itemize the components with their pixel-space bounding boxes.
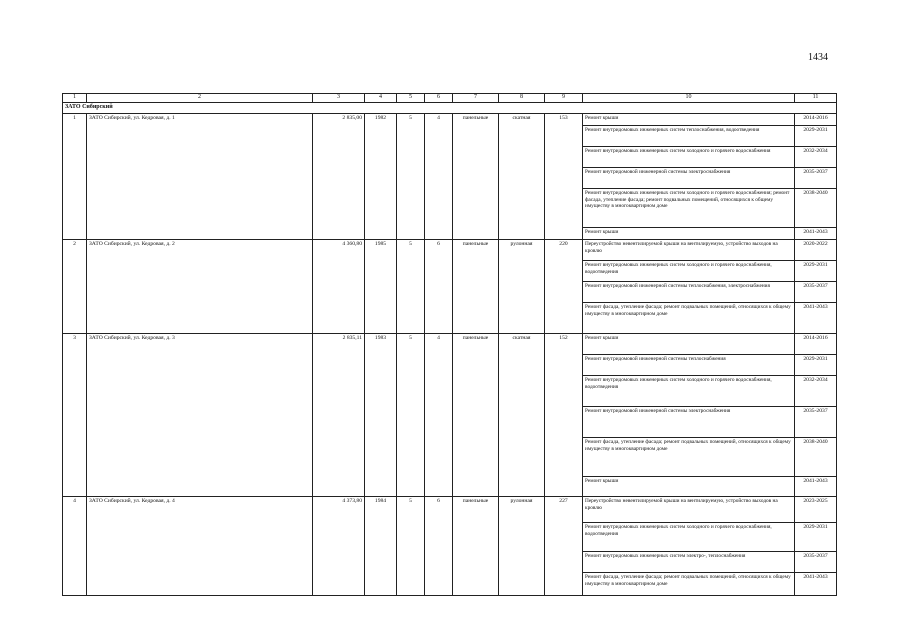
work-period: 2035-2037: [795, 282, 837, 303]
work-period: 2020-2022: [795, 240, 837, 261]
floors-cell: 5: [397, 497, 425, 596]
apartments-cell: 220: [545, 240, 583, 334]
address-cell: ЗАТО Сибирский, ул. Кедровая, д. 3: [87, 334, 313, 497]
work-description: Переустройство невентилируемой крыши на вентилируемую, устройство выходов на кровлю: [583, 240, 795, 261]
work-period: 2023-2025: [795, 497, 837, 523]
work-description: Ремонт фасада, утепление фасада; ремонт подвальных помещений, относящихся к общему имуществу в многоквартирном доме: [583, 573, 795, 596]
row-number: 1: [63, 114, 87, 240]
year-cell: 1983: [365, 334, 397, 497]
work-description: Ремонт внутридомовой инженерной системы электроснабжения: [583, 407, 795, 438]
table-row: [63, 240, 837, 261]
row-number: 2: [63, 240, 87, 334]
roof-type-cell: рулонная: [499, 240, 545, 334]
work-period: 2035-2037: [795, 407, 837, 438]
work-period: 2032-2034: [795, 376, 837, 407]
column-number: 1: [63, 94, 87, 103]
work-description: Ремонт внутридомовой инженерной системы теплоснабжения: [583, 355, 795, 376]
address-cell: ЗАТО Сибирский, ул. Кедровая, д. 4: [87, 497, 313, 596]
year-cell: 1982: [365, 114, 397, 240]
column-number-row: [63, 94, 837, 103]
table-row: [63, 334, 837, 355]
roof-type-cell: рулонная: [499, 497, 545, 596]
entrances-cell: 4: [425, 114, 453, 240]
area-cell: 4 360,80: [313, 240, 365, 334]
region-row: [63, 103, 837, 114]
work-description: Ремонт внутридомовых инженерных систем холодного и горячего водоснабжения: [583, 147, 795, 168]
work-description: Ремонт фасада, утепление фасада; ремонт подвальных помещений, относящихся к общему имуществу в многоквартирном доме: [583, 303, 795, 334]
year-cell: 1984: [365, 497, 397, 596]
work-description: Ремонт внутридомовой инженерной системы теплоснабжения, электроснабжения: [583, 282, 795, 303]
column-number: 5: [397, 94, 425, 103]
apartments-cell: 152: [545, 334, 583, 497]
column-number: 3: [313, 94, 365, 103]
work-description: Ремонт фасада, утепление фасада; ремонт подвальных помещений, относящихся к общему имуществу в многоквартирном доме: [583, 438, 795, 477]
entrances-cell: 6: [425, 240, 453, 334]
entrances-cell: 4: [425, 334, 453, 497]
area-cell: 2 835,00: [313, 114, 365, 240]
floors-cell: 5: [397, 334, 425, 497]
table-row: [63, 497, 837, 523]
work-description: Ремонт внутридомовых инженерных систем теплоснабжения, водоотведения: [583, 126, 795, 147]
work-description: Ремонт внутридомовых инженерных систем электро-, теплоснабжения: [583, 552, 795, 573]
page-number: 1434: [808, 52, 828, 63]
work-period: 2029-2031: [795, 126, 837, 147]
column-number: 11: [795, 94, 837, 103]
region-name: ЗАТО Сибирский: [63, 103, 837, 114]
work-period: 2041-2043: [795, 303, 837, 334]
work-description: Ремонт крыши: [583, 334, 795, 355]
entrances-cell: 6: [425, 497, 453, 596]
work-description: Ремонт внутридомовых инженерных систем холодного и горячего водоснабжения, водоотведения: [583, 261, 795, 282]
work-period: 2041-2043: [795, 477, 837, 497]
wall-material-cell: панельные: [453, 334, 499, 497]
work-period: 2038-2040: [795, 189, 837, 228]
work-period: 2014-2016: [795, 334, 837, 355]
floors-cell: 5: [397, 114, 425, 240]
column-number: 2: [87, 94, 313, 103]
work-description: Переустройство невентилируемой крыши на вентилируемую, устройство выходов на кровлю: [583, 497, 795, 523]
work-description: Ремонт внутридомовых инженерных систем холодного и горячего водоснабжения; ремонт фасада, утепление фасада; ремонт подвальных помещений, относящихся к общему имуществу в многоквартирном доме: [583, 189, 795, 228]
work-description: Ремонт внутридомовых инженерных систем холодного и горячего водоснабжения, водоотведения: [583, 376, 795, 407]
column-number: 7: [453, 94, 499, 103]
wall-material-cell: панельные: [453, 240, 499, 334]
work-period: 2032-2034: [795, 147, 837, 168]
area-cell: 2 835,11: [313, 334, 365, 497]
work-period: 2041-2043: [795, 228, 837, 240]
work-period: 2035-2037: [795, 552, 837, 573]
work-description: Ремонт крыши: [583, 477, 795, 497]
table-row: [63, 114, 837, 126]
work-period: 2041-2043: [795, 573, 837, 596]
work-period: 2029-2031: [795, 523, 837, 552]
roof-type-cell: скатная: [499, 114, 545, 240]
work-period: 2035-2037: [795, 168, 837, 189]
wall-material-cell: панельные: [453, 114, 499, 240]
wall-material-cell: панельные: [453, 497, 499, 596]
column-number: 6: [425, 94, 453, 103]
capital-repair-table: [62, 93, 837, 596]
work-description: Ремонт крыши: [583, 228, 795, 240]
work-period: 2014-2016: [795, 114, 837, 126]
apartments-cell: 153: [545, 114, 583, 240]
roof-type-cell: скатная: [499, 334, 545, 497]
work-description: Ремонт внутридомовых инженерных систем холодного и горячего водоснабжения, водоотведения: [583, 523, 795, 552]
work-period: 2029-2031: [795, 261, 837, 282]
area-cell: 4 373,80: [313, 497, 365, 596]
year-cell: 1985: [365, 240, 397, 334]
column-number: 8: [499, 94, 545, 103]
address-cell: ЗАТО Сибирский, ул. Кедровая, д. 1: [87, 114, 313, 240]
work-description: Ремонт крыши: [583, 114, 795, 126]
apartments-cell: 227: [545, 497, 583, 596]
work-period: 2029-2031: [795, 355, 837, 376]
work-description: Ремонт внутридомовой инженерной системы электроснабжения: [583, 168, 795, 189]
column-number: 10: [583, 94, 795, 103]
address-cell: ЗАТО Сибирский, ул. Кедровая, д. 2: [87, 240, 313, 334]
row-number: 4: [63, 497, 87, 596]
row-number: 3: [63, 334, 87, 497]
column-number: 4: [365, 94, 397, 103]
floors-cell: 5: [397, 240, 425, 334]
work-period: 2038-2040: [795, 438, 837, 477]
column-number: 9: [545, 94, 583, 103]
